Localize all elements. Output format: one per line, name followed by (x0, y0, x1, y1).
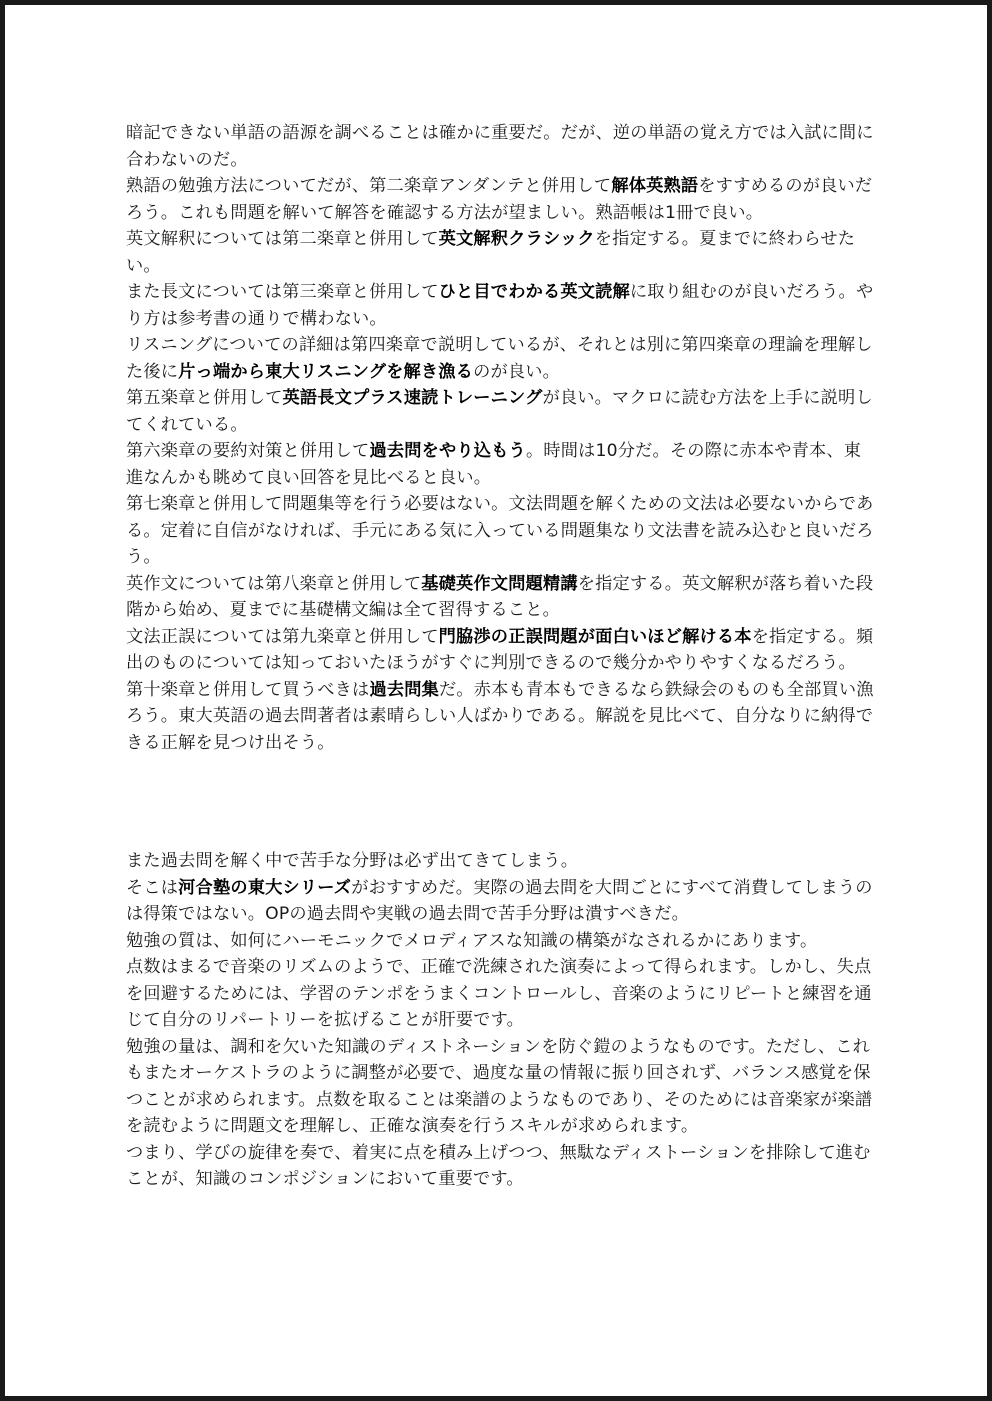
text-run: をすすめるのが良いだろう。これも問題を解いて解答を確認する方法が望ましい。熟語帳は1冊で良い。 (126, 176, 873, 223)
paragraph (126, 848, 876, 875)
text-run: そこは (126, 877, 179, 898)
text-run: 勉強の質は、如何にハーモニックでメロディアスな知識の構築がなされるかにあります。 (126, 930, 818, 951)
bold-book-title: ひと目でわかる英文読解 (438, 282, 630, 302)
paragraph (126, 677, 876, 757)
text-run: 。時間は10分だ。その際に赤本や青本、東進なんかも眺めて良い回答を見比べると良い。 (126, 441, 862, 488)
bold-book-title: 片っ端から東大リスニングを解き漁る (178, 361, 474, 382)
bold-book-title: 解体英熟語 (611, 176, 699, 196)
text-run: を指定する。頻出のものについては知っておいたほうがすぐに判別できるので幾分かやりやすくなるだろう。 (126, 626, 874, 673)
text-run: 第六楽章の要約対策と併用して (126, 441, 370, 461)
text-run: を指定する。夏までに終わらせたい。 (126, 229, 856, 276)
bold-book-title: 英語長文プラス速読トレーニング (282, 388, 543, 408)
text-run: 文法正誤については第九楽章と併用して (126, 626, 439, 647)
paragraph (126, 491, 876, 571)
document-page (5, 5, 987, 1396)
text-run: だ。赤本も青本もできるなら鉄緑会のものも全部買い漁ろう。東大英語の過去問著者は素晴らしい人ばかりである。解説を見比べて、自分なりに納得できる正解を見つけ出そう。 (126, 679, 874, 753)
bold-book-title: 過去問をやり込もう (369, 441, 526, 461)
paragraph (126, 954, 876, 1034)
paragraph (126, 173, 876, 226)
bold-book-title: 基礎英作文問題精講 (421, 573, 578, 594)
paragraph (126, 279, 876, 332)
paragraph (126, 1140, 876, 1193)
text-run: 第十楽章と併用して買うべきは (126, 679, 370, 700)
text-run: 第五楽章と併用して (126, 388, 283, 408)
paragraph (126, 226, 876, 279)
text-run: リスニングについての詳細は第四楽章で説明しているが、それとは別に第四楽章の理論を理解した後に (126, 335, 873, 382)
text-run: 英文解釈については第二楽章と併用して (126, 229, 439, 249)
text-run: 熟語の勉強方法についてだが、第二楽章アンダンテと併用して (126, 176, 612, 196)
text-block-main (126, 120, 876, 756)
text-run: また長文については第三楽章と併用して (126, 282, 439, 302)
text-run: が良い。マクロに読む方法を上手に説明してくれている。 (126, 388, 873, 435)
text-run: 暗記できない単語の語源を調べることは確かに重要だ。だが、逆の単語の覚え方では入試に間に合わないのだ。 (126, 123, 874, 170)
text-run: また過去問を解く中で苦手な分野は必ず出てきてしまう。 (126, 851, 579, 871)
paragraph (126, 875, 876, 928)
text-run: がおすすめだ。実際の過去問を大問ごとにすべて消費してしまうのは得策ではない。OPの過去問や実戦の過去問で苦手分野は潰すべきだ。 (126, 877, 873, 924)
text-run: 第七楽章と併用して問題集等を行う必要はない。文法問題を解くための文法は必要ないからである。定着に自信がなければ、手元にある気に入っている問題集なり文法書を読み込むと良いだろう。 (126, 494, 874, 567)
text-block-secondary (126, 848, 876, 1193)
paragraph (126, 1034, 876, 1140)
text-run: 勉強の量は、調和を欠いた知識のディストネーションを防ぐ鎧のようなものです。ただし、これもまたオーケストラのように調整が必要で、過度な量の情報に振り回されず、バランス感覚を保つことが求められます。点数を取ることは楽譜のようなものであり、そのためには音楽家が楽譜を読むように問題文を理解し、正確な演奏を行うスキルが求められます。 (126, 1036, 873, 1136)
text-run: を指定する。英文解釈が落ち着いた段階から始め、夏までに基礎構文編は全て習得すること。 (126, 573, 874, 620)
text-run: 英作文については第八楽章と併用して (126, 573, 422, 594)
paragraph (126, 120, 876, 173)
text-run: に取り組むのが良いだろう。やり方は参考書の通りで構わない。 (126, 282, 874, 329)
paragraph (126, 438, 876, 491)
paragraph (126, 571, 876, 624)
bold-book-title: 河合塾の東大シリーズ (178, 877, 352, 898)
paragraph (126, 332, 876, 385)
paragraph (126, 385, 876, 438)
bold-book-title: 過去問集 (369, 679, 439, 700)
paragraph (126, 928, 876, 955)
text-run: のが良い。 (473, 361, 561, 382)
bold-book-title: 門脇渉の正誤問題が面白いほど解ける本 (438, 626, 752, 647)
text-run: つまり、学びの旋律を奏で、着実に点を積み上げつつ、無駄なディストーションを排除して進むことが、知識のコンポジションにおいて重要です。 (126, 1142, 871, 1189)
text-run: 点数はまるで音楽のリズムのようで、正確で洗練された演奏によって得られます。しかし、失点を回避するためには、学習のテンポをうまくコントロールし、音楽のようにリピートと練習を通じて自分のリパートリーを拡げることが肝要です。 (126, 957, 872, 1030)
paragraph (126, 624, 876, 677)
bold-book-title: 英文解釈クラシック (438, 229, 595, 249)
